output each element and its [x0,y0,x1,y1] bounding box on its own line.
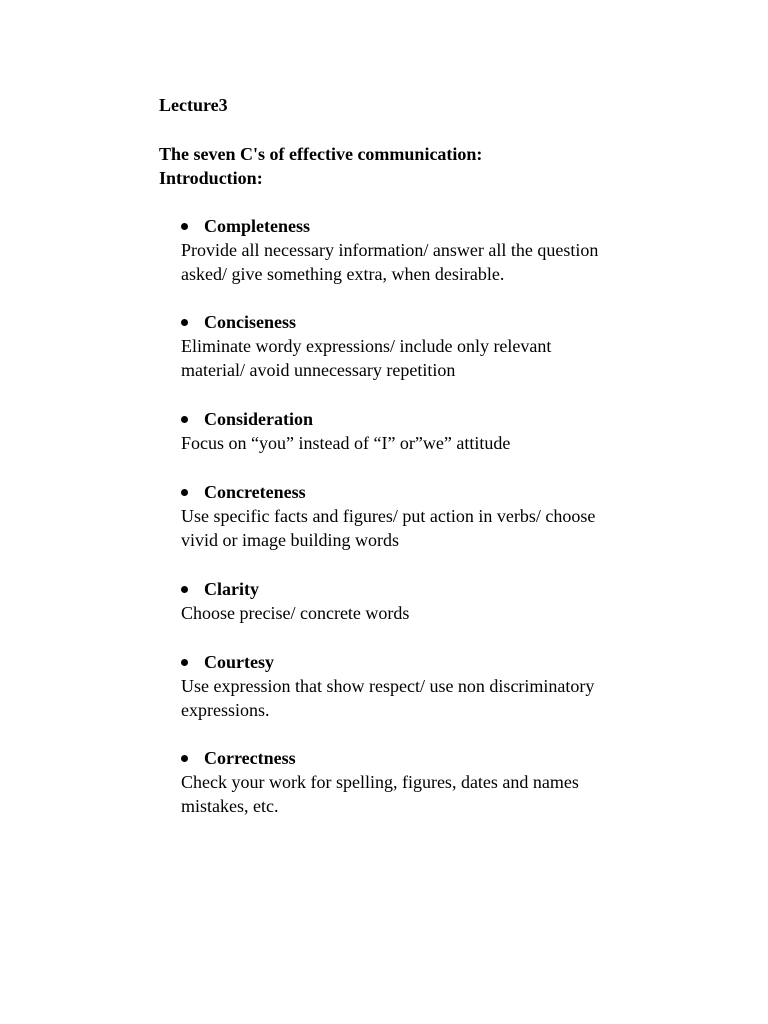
list-item-description: Choose precise/ concrete words [181,603,410,623]
list-item-concreteness [181,480,661,552]
document-title: Lecture3 [159,95,228,115]
list-item-title: Completeness [204,216,310,236]
section-subheading: Introduction: [159,168,263,188]
list-item-title: Consideration [204,409,314,429]
bullet-icon [181,755,188,762]
list-item-consideration [181,407,661,455]
bullet-icon [181,223,188,230]
list-item-description: Focus on “you” instead of “I” or”we” attitude [181,433,511,453]
section-heading: The seven C's of effective communication: [159,144,483,164]
bullet-icon [181,319,188,326]
list-item-courtesy [181,650,661,722]
list-item-clarity [181,577,661,625]
list-item-description: Use expression that show respect/ use non discriminatory expressions. [181,676,595,720]
bullet-icon [181,586,188,593]
list-item-description: Use specific facts and figures/ put action in verbs/ choose vivid or image building words [181,506,596,550]
list-item-title: Correctness [204,748,296,768]
list-item-completeness [181,214,661,286]
list-item-description: Eliminate wordy expressions/ include only relevant material/ avoid unnecessary repetition [181,336,552,380]
bullet-icon [181,489,188,496]
list-item-title: Conciseness [204,312,297,332]
list-item-description: Provide all necessary information/ answer all the question asked/ give something extra, when desirable. [181,240,599,284]
list-item-description: Check your work for spelling, figures, dates and names mistakes, etc. [181,772,579,816]
list-item-title: Clarity [204,579,259,599]
bullet-icon [181,416,188,423]
list-item-conciseness [181,310,661,382]
list-item-correctness [181,746,661,818]
bullet-icon [181,659,188,666]
list-item-title: Courtesy [204,652,274,672]
list-item-title: Concreteness [204,482,306,502]
